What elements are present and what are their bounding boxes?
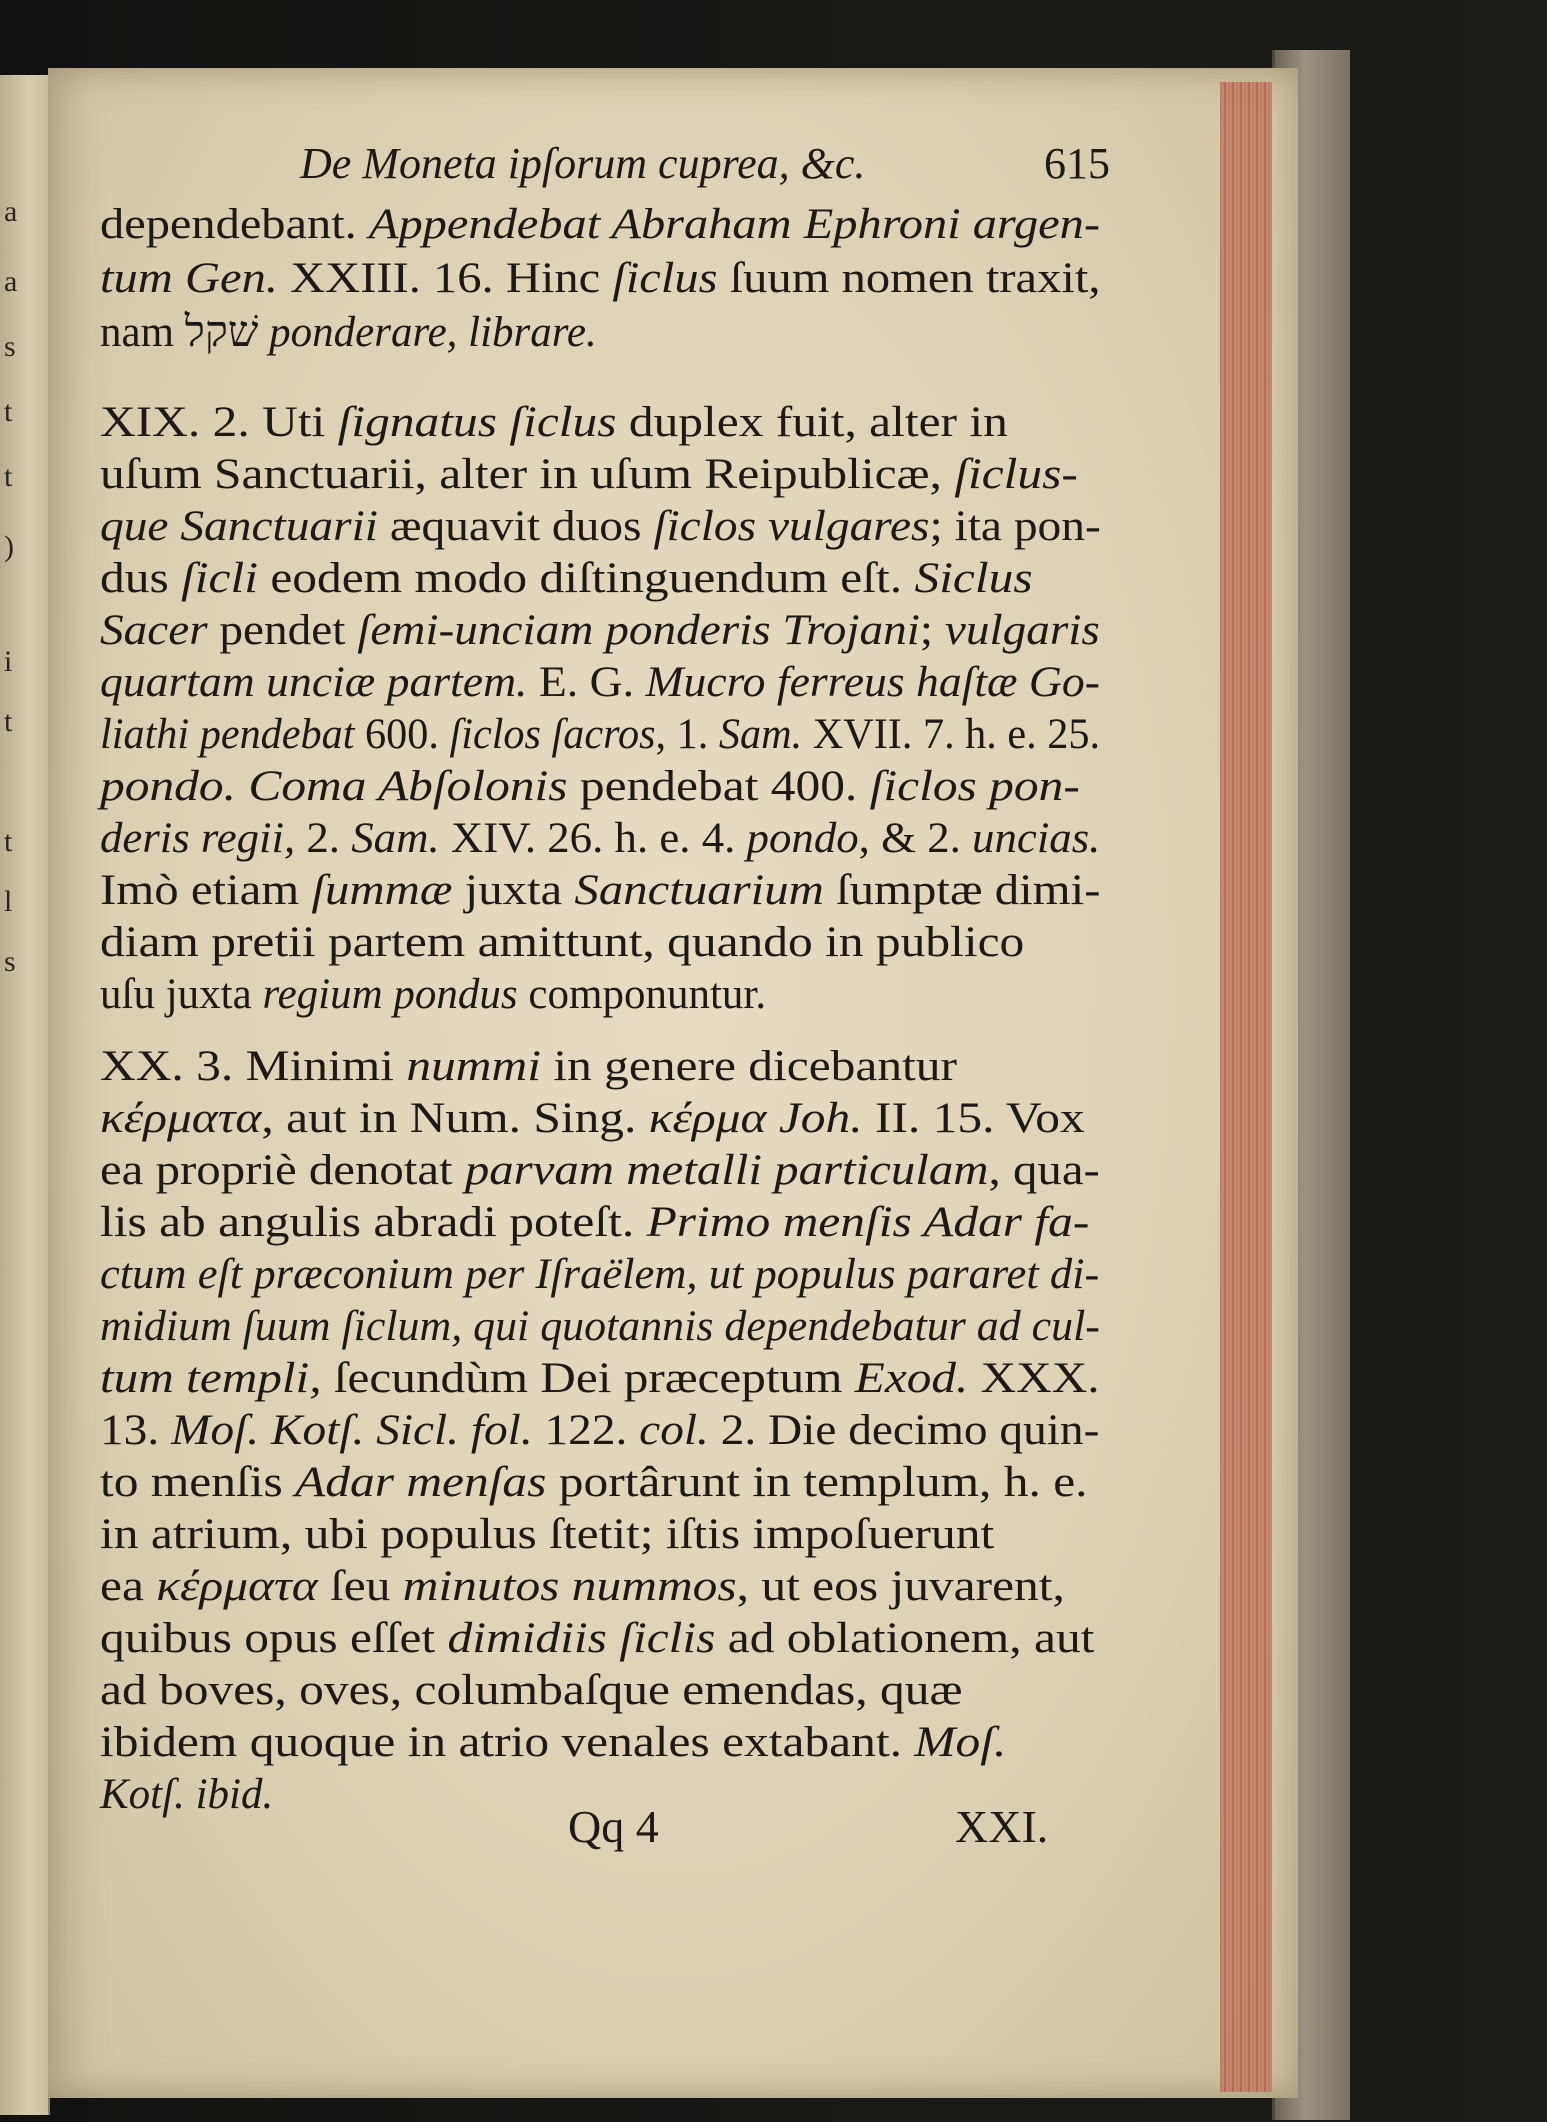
text-line <box>100 606 1100 656</box>
text-segment: eodem modo diſtinguendum eſt. <box>257 555 915 602</box>
text-segment: ibidem quoque in atrio venales extabant. <box>100 1719 915 1766</box>
text-line <box>100 970 766 1020</box>
text-line <box>100 1250 1099 1300</box>
italic-text: κέρματα <box>100 1095 262 1142</box>
text-segment: XIX. 2. Uti <box>100 399 338 446</box>
italic-text: ſummæ <box>311 867 453 914</box>
italic-text: nummi <box>406 1043 541 1090</box>
prev-page-letter: t <box>4 460 13 493</box>
italic-text: Mucro ferreus haſtæ Go- <box>645 659 1100 706</box>
italic-text: col. <box>639 1407 709 1454</box>
italic-text: pondo <box>746 815 859 862</box>
text-segment: , ut eos juvarent, <box>736 1563 1065 1610</box>
italic-text: ſiclus- <box>954 451 1078 498</box>
italic-text: ſiclos pon- <box>869 763 1080 810</box>
italic-text: Sacer <box>100 607 208 654</box>
text-line <box>100 1406 1099 1456</box>
italic-text: Coma Abſolonis <box>248 763 568 810</box>
italic-text: ſignatus ſiclus <box>337 399 617 446</box>
text-line <box>100 1718 1006 1768</box>
text-segment: componuntur. <box>517 971 767 1018</box>
prev-page-letter: l <box>4 885 13 918</box>
text-segment: 122. <box>532 1407 640 1454</box>
prev-page-letter: s <box>4 330 16 363</box>
text-line <box>100 1302 1100 1352</box>
italic-text: ponderare, librare. <box>269 309 597 356</box>
italic-text: ſemi-unciam ponderis Trojani <box>357 607 920 654</box>
text-segment: in atrium, ubi populus ſtetit; iſtis impoſuerunt <box>100 1511 995 1558</box>
italic-text: Sanctuarium <box>574 867 824 914</box>
text-segment: ſecundùm Dei præceptum <box>321 1355 855 1402</box>
italic-text: ſicli <box>181 555 258 602</box>
text-segment: pendet <box>207 607 358 654</box>
text-line <box>100 1458 1088 1508</box>
text-segment: , & 2. <box>858 815 973 862</box>
text-segment: 2. <box>295 815 352 862</box>
text-segment: XVII. 7. h. e. 25. <box>802 711 1101 758</box>
text-segment: juxta <box>452 867 575 914</box>
text-segment: XXX. <box>968 1355 1100 1402</box>
text-segment: 600. <box>354 711 450 758</box>
italic-text: pondo. <box>100 763 236 810</box>
text-line <box>100 1094 1085 1144</box>
italic-text: κέρμα Joh. <box>648 1095 863 1142</box>
text-line <box>100 1614 1094 1664</box>
text-segment: in genere dicebantur <box>540 1043 957 1090</box>
text-segment: , qua- <box>988 1147 1100 1194</box>
italic-text: uncias. <box>972 815 1101 862</box>
text-segment: E. G. <box>527 659 646 706</box>
italic-text: tum Gen. <box>100 255 278 302</box>
text-segment: ea <box>100 1563 157 1610</box>
text-line <box>100 814 1100 864</box>
text-segment: XXIII. 16. Hinc <box>277 255 613 302</box>
text-segment: ea propriè denotat <box>100 1147 465 1194</box>
italic-text: Kotſ. ibid. <box>100 1771 274 1818</box>
text-segment: ſumptæ dimi- <box>823 867 1101 914</box>
text-segment: to menſis <box>100 1459 296 1506</box>
italic-text: Adar menſas <box>295 1459 547 1506</box>
text-line <box>100 554 1033 604</box>
text-segment: dus <box>100 555 182 602</box>
italic-text: Sam. <box>718 711 803 758</box>
page-edges <box>1220 82 1272 2092</box>
text-segment: ad oblationem, aut <box>715 1615 1095 1662</box>
prev-page-letter: s <box>4 945 16 978</box>
text-segment: ; ita pon- <box>929 503 1101 550</box>
text-line <box>100 1666 962 1716</box>
text-segment: nam שׁקל <box>100 309 270 356</box>
text-line <box>100 1510 994 1560</box>
prev-page-letter: t <box>4 395 13 428</box>
text-segment: XX. 3. Minimi <box>100 1043 407 1090</box>
text-line <box>100 866 1100 916</box>
text-line <box>100 918 1024 968</box>
italic-text: que Sanctuarii <box>100 503 378 550</box>
text-segment: dependebant. <box>100 201 369 248</box>
prev-page-letter: ) <box>4 530 14 563</box>
catchword: XXI. <box>955 1801 1049 1852</box>
text-segment: diam pretii partem amittunt, quando in publico <box>100 919 1025 966</box>
page-number: 615 <box>1044 139 1110 188</box>
text-segment: II. 15. Vox <box>862 1095 1085 1142</box>
italic-text: vulgaris <box>944 607 1100 654</box>
italic-text: Primo menſis Adar fa- <box>646 1199 1090 1246</box>
text-segment: Imò etiam <box>100 867 312 914</box>
prev-page-letter: t <box>4 825 13 858</box>
prev-page-letter: a <box>4 195 18 228</box>
text-segment: uſum Sanctuarii, alter in uſum Reipublicæ, <box>100 451 955 498</box>
italic-text: tum templi, <box>100 1355 322 1402</box>
text-line <box>100 1770 273 1820</box>
text-segment: , 1. <box>655 711 719 758</box>
text-line <box>100 502 1101 552</box>
text-segment: pendebat 400. <box>567 763 870 810</box>
text-line <box>100 308 597 358</box>
italic-text: Siclus <box>914 555 1033 602</box>
italic-text: midium ſuum ſiclum, qui quotannis dependebatur ad cul- <box>100 1303 1100 1350</box>
italic-text: Appendebat Abraham Ephroni argen- <box>368 201 1101 248</box>
italic-text: quartam unciæ partem. <box>100 659 528 706</box>
text-line <box>100 1198 1089 1248</box>
text-line <box>100 1562 1065 1612</box>
italic-text: parvam metalli particulam <box>464 1147 989 1194</box>
prev-page-letter: a <box>4 265 18 298</box>
text-segment: , aut in Num. Sing. <box>261 1095 649 1142</box>
italic-text: ctum eſt præconium per Iſraëlem, ut populus pararet di- <box>100 1251 1100 1298</box>
text-line <box>100 1042 957 1092</box>
italic-text: ſiclos ſacros <box>449 711 656 758</box>
running-head <box>300 138 1110 198</box>
italic-text: Moſ. Kotſ. Sicl. fol. <box>171 1407 533 1454</box>
text-segment: æquavit duos <box>377 503 654 550</box>
text-segment: ſeu <box>317 1563 403 1610</box>
italic-text: regium pondus <box>262 971 518 1018</box>
text-segment: XIV. 26. h. e. 4. <box>439 815 747 862</box>
text-segment: 2. Die decimo quin- <box>708 1407 1100 1454</box>
text-segment: ſuum nomen traxit, <box>717 255 1101 302</box>
text-line <box>100 710 1100 760</box>
running-head-title: De Moneta ipſorum cuprea, &c. <box>300 139 866 188</box>
prev-page-letter: t <box>4 705 13 738</box>
text-segment: lis ab angulis abradi poteſt. <box>100 1199 647 1246</box>
italic-text: liathi pendebat <box>100 711 355 758</box>
italic-text: minutos nummos <box>402 1563 737 1610</box>
italic-text: Sam. <box>351 815 440 862</box>
text-line <box>100 200 1100 250</box>
italic-text: deris regii, <box>100 815 296 862</box>
text-line <box>100 398 1008 448</box>
text-segment: quibus opus eſſet <box>100 1615 448 1662</box>
italic-text: Moſ. <box>914 1719 1007 1766</box>
text-line <box>100 1354 1100 1404</box>
text-line <box>100 1146 1100 1196</box>
italic-text: ſiclus <box>612 255 718 302</box>
italic-text: Exod. <box>854 1355 969 1402</box>
italic-text: dimidiis ſiclis <box>447 1615 716 1662</box>
text-line <box>100 762 1080 812</box>
italic-text: κέρματα <box>156 1563 318 1610</box>
signature-mark: Qq 4 <box>568 1801 659 1852</box>
text-segment <box>236 763 248 810</box>
text-segment: portârunt in templum, h. e. <box>546 1459 1088 1506</box>
italic-text: ſiclos vulgares <box>653 503 930 550</box>
text-segment: ad boves, oves, columbaſque emendas, quæ <box>100 1667 963 1714</box>
prev-page-letter: i <box>4 645 13 678</box>
previous-page-edge <box>0 75 50 2115</box>
text-line <box>100 450 1078 500</box>
text-segment: duplex fuit, alter in <box>616 399 1008 446</box>
text-line <box>100 254 1100 304</box>
text-segment: 13. <box>100 1407 172 1454</box>
text-segment: ; <box>919 607 945 654</box>
text-segment: uſu juxta <box>100 971 263 1018</box>
text-line <box>100 658 1100 708</box>
